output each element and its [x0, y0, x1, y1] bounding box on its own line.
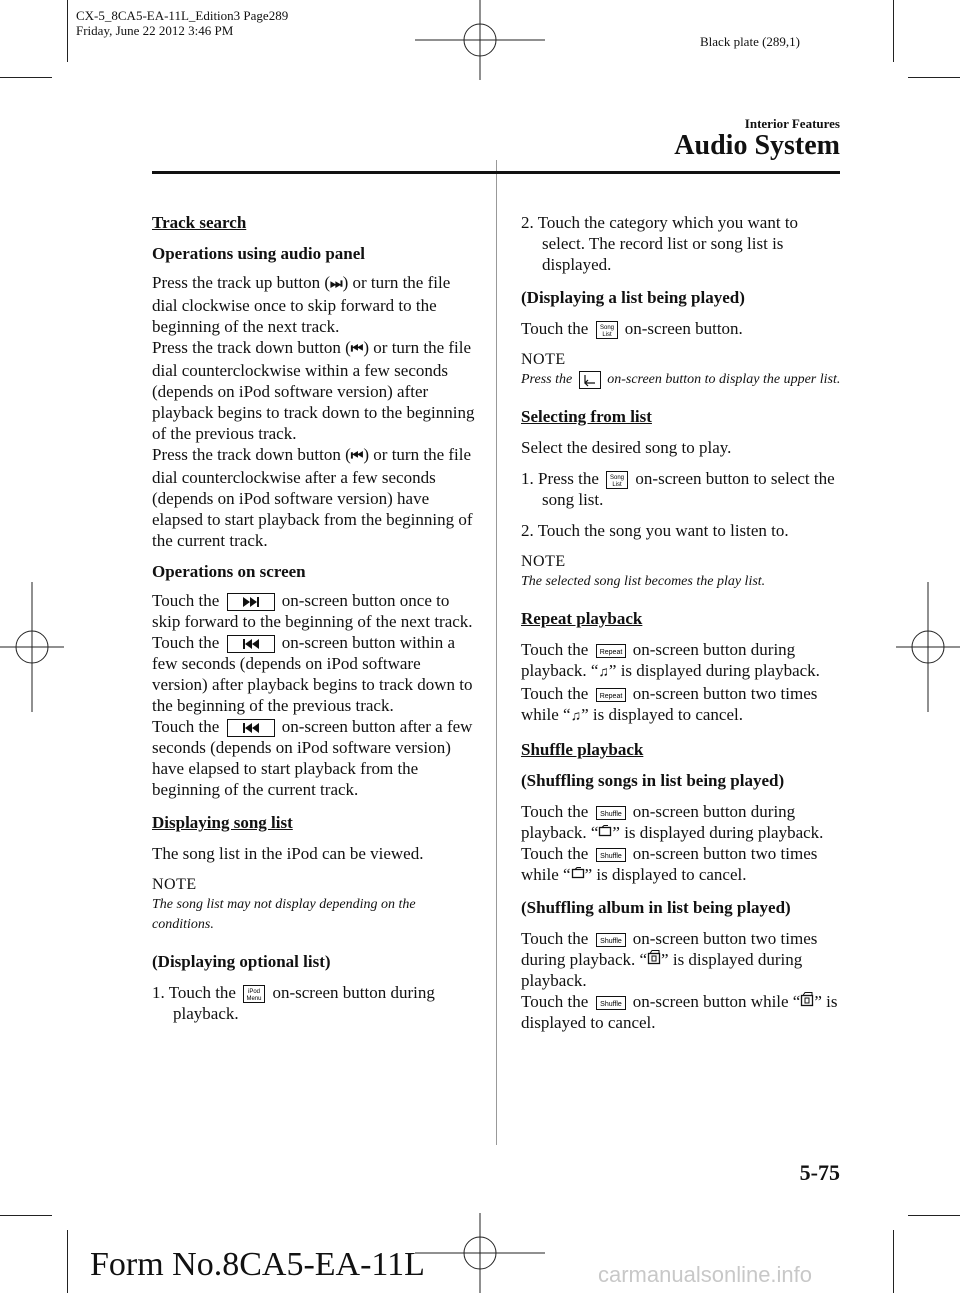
screen-paragraph-1: Touch the on-screen button once to skip forward to the beginning of the next track.	[152, 591, 473, 632]
shuffle-songs-paragraph-1: Touch the Shuffle on-screen button during playback. “ ” is displayed during playback.	[521, 802, 824, 843]
shuffle-album-paragraph-2: Touch the Shuffle on-screen button while “ ” is displayed to cancel.	[521, 992, 838, 1033]
shuffle-button-icon	[596, 806, 626, 820]
svg-text:Shuffle: Shuffle	[599, 811, 622, 819]
shuffle-album-paragraph-1: Touch the Shuffle on-screen button two times during playback. “ ” is displayed during playback.	[521, 929, 818, 991]
panel-paragraph-1: Press the track up button (⏭) or turn the file dial clockwise once to skip forward to the beginning of the next track.	[152, 273, 451, 336]
shuffle-songs-paragraph-2: Touch the Shuffle on-screen button two times while “ ” is displayed to cancel.	[521, 844, 818, 885]
ops-screen-heading: Operations on screen	[152, 562, 306, 581]
select-step-1: 1. Press the Song List on-screen button to select the song list.	[521, 469, 835, 510]
svg-text:Repeat: Repeat	[599, 649, 622, 657]
svg-text:Song: Song	[599, 325, 614, 332]
watermark: carmanualsonline.info	[598, 1262, 813, 1287]
repeat-paragraph-2: Touch the Repeat on-screen button two times while “♫” is displayed to cancel.	[521, 683, 841, 727]
shuffle-button-icon	[596, 933, 626, 947]
form-number: Form No.8CA5-EA-11L	[90, 1246, 425, 1283]
section-title: Audio System	[674, 130, 840, 161]
left-column	[152, 212, 477, 1024]
shuffle-song-indicator-icon	[598, 824, 612, 838]
svg-text:Shuffle: Shuffle	[599, 938, 622, 946]
note-text: Press the on-screen button to display the upper list.	[521, 372, 841, 388]
note-label: NOTE	[521, 351, 566, 369]
repeat-button-icon	[596, 688, 626, 702]
note-text: The song list may not display depending on the conditions.	[152, 897, 416, 933]
select-step-2: 2. Touch the song you want to listen to.	[521, 521, 789, 541]
repeat-paragraph-1: Touch the Repeat on-screen button during playback. “♫” is displayed during playback.	[521, 639, 841, 683]
list-playing-heading: (Displaying a list being played)	[521, 288, 745, 307]
step-2: 2. Touch the category which you want to select. The record list or song list is displayed.	[521, 213, 799, 274]
svg-text:Repeat: Repeat	[599, 693, 622, 701]
song-list-text: The song list in the iPod can be viewed.	[152, 844, 424, 864]
note-text: The selected song list becomes the play list.	[521, 574, 766, 590]
shuffle-album-heading: (Shuffling album in list being played)	[521, 898, 791, 918]
track-search-heading: Track search	[152, 213, 247, 232]
right-column	[521, 212, 841, 1033]
repeat-heading: Repeat playback	[521, 609, 643, 629]
header-rule	[152, 171, 840, 174]
shuffle-album-indicator-icon	[800, 991, 814, 1007]
music-note-icon: ♫	[598, 665, 609, 681]
shuffle-song-indicator-icon	[571, 866, 585, 880]
shuffle-songs-heading: (Shuffling songs in list being played)	[521, 771, 785, 791]
shuffle-button-icon	[596, 996, 626, 1010]
step-1: 1. Touch the iPod Menu on-screen button during playback.	[152, 983, 435, 1024]
section-category: Interior Features	[744, 116, 840, 131]
screen-paragraph-3: Touch the on-screen button after a few seconds (depends on iPod software version) have elapsed to start playback from the beginning of the current track.	[152, 717, 473, 800]
select-text: Select the desired song to play.	[521, 438, 732, 458]
svg-text:Shuffle: Shuffle	[599, 1001, 622, 1009]
song-list-button-icon	[606, 471, 628, 489]
note-label: NOTE	[152, 876, 197, 894]
panel-paragraph-3: Press the track down button (⏮) or turn the file dial counterclockwise after a few seconds (depends on iPod software version) have elapsed to start playback from the beginning of the current track.	[152, 445, 473, 550]
skip-forward-button-icon	[227, 593, 275, 611]
plate-label: Black plate (289,1)	[700, 34, 800, 49]
svg-text:List: List	[612, 482, 622, 489]
panel-paragraph-2: Press the track down button (⏮) or turn the file dial counterclockwise within a few seconds (depends on iPod software version) after playback begins to track down to the beginning of the previous track.	[152, 338, 475, 443]
skip-back-button-icon	[227, 719, 275, 737]
note-label: NOTE	[521, 553, 566, 571]
print-file-line: CX-5_8CA5-EA-11L_Edition3 Page289	[76, 8, 289, 23]
shuffle-button-icon	[596, 848, 626, 862]
list-playing-text: Touch the Song List on-screen button.	[521, 319, 743, 339]
print-date-line: Friday, June 22 2012 3:46 PM	[76, 23, 234, 38]
music-note-icon: ♫	[570, 709, 582, 725]
svg-text:Menu: Menu	[246, 996, 262, 1003]
repeat-button-icon	[596, 644, 626, 658]
svg-text:iPod: iPod	[248, 989, 261, 996]
print-header	[76, 8, 288, 38]
svg-text:Song: Song	[610, 475, 625, 482]
svg-text:Shuffle: Shuffle	[599, 853, 622, 861]
shuffle-album-indicator-icon	[647, 949, 661, 965]
optional-list-heading: (Displaying optional list)	[152, 952, 331, 972]
song-list-button-icon	[596, 321, 618, 339]
track-down-icon: ⏮	[350, 342, 364, 357]
skip-back-button-icon	[227, 635, 275, 653]
ops-panel-heading: Operations using audio panel	[152, 244, 366, 263]
track-up-icon: ⏭	[330, 277, 343, 292]
track-down-icon: ⏮	[350, 449, 364, 464]
page-number: 5-75	[799, 1160, 840, 1185]
song-list-heading: Displaying song list	[152, 813, 293, 833]
select-heading: Selecting from list	[521, 407, 652, 427]
screen-paragraph-2: Touch the on-screen button within a few seconds (depends on iPod software version) after playback begins to track down to the beginning of the previous track.	[152, 633, 473, 716]
back-arrow-button-icon	[579, 371, 601, 389]
ipod-menu-button-icon	[243, 985, 265, 1003]
svg-text:List: List	[601, 332, 612, 339]
shuffle-heading: Shuffle playback	[521, 740, 644, 760]
